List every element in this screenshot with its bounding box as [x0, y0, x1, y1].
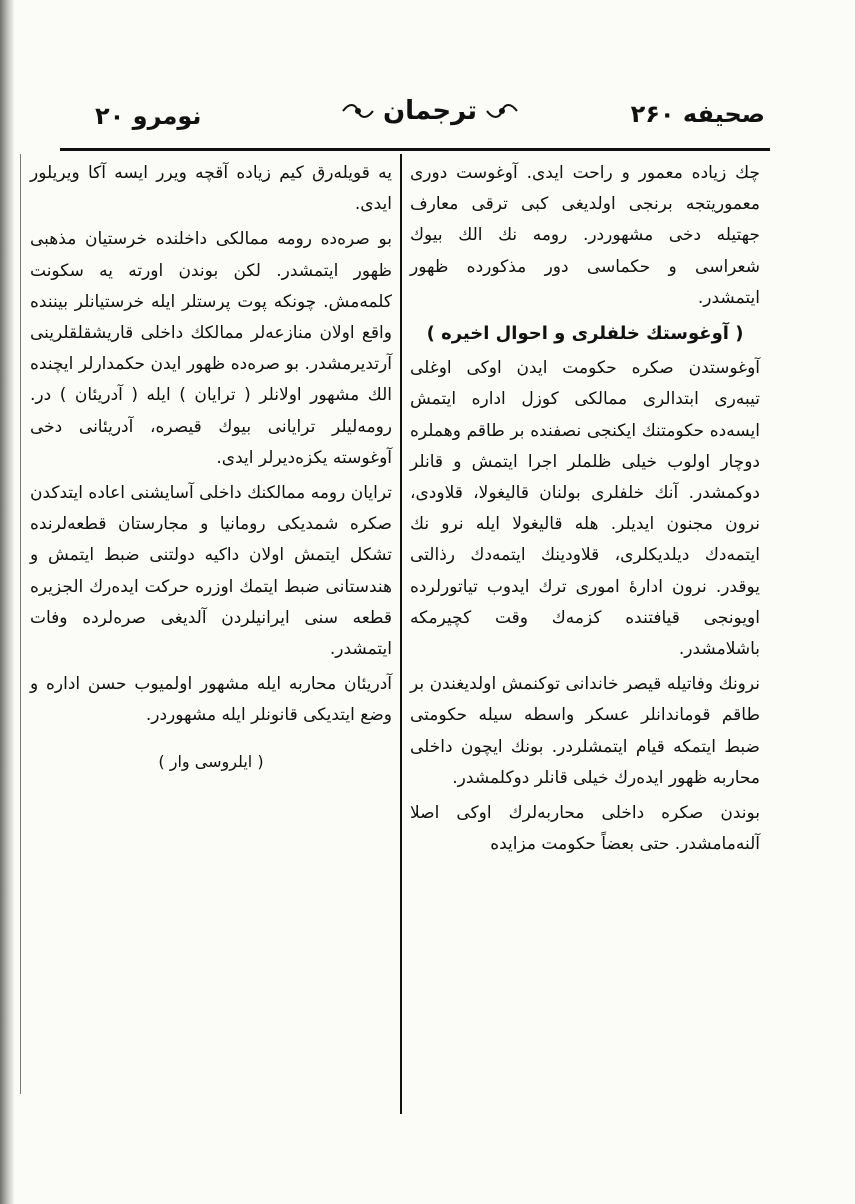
newspaper-title: ترجمان	[382, 96, 478, 126]
margin-rule	[20, 154, 21, 1094]
masthead	[341, 96, 519, 126]
ornament-left-icon	[341, 101, 375, 121]
ornament-right-icon	[485, 101, 519, 121]
page-number-label: صحیفه ۲۶۰	[630, 100, 765, 128]
left-column	[30, 158, 392, 777]
right-intro-text: چك زیاده معمور و راحت ایدی. آوغوست دوری معموریتجه برنجی اولدیغی کبی ترقی معارف جهتیله دخی مشهوردر. رومه نك الك بیوك شعراسی و حکماسی دور مذکورده ظهور ایتمشدر.	[410, 163, 760, 308]
continued-note: ( ایلروسی وار )	[158, 751, 264, 771]
left-paragraph-2: ترایان رومه ممالکنك داخلی آسایشنی اعاده ایتدکدن صکره شمدیکی رومانیا و مجارستان قطعه‌لرنده تشکل ایتمش اولان داکیه دولتنی ضبط ایتمش و هندستانی ضبط ایتمك اوزره حرکت ایده‌رك الجزیره قطعه سنی ایرانیلردن آلدیغی صره‌لرده وفات ایتمشدر.	[30, 483, 392, 660]
right-column	[410, 158, 760, 864]
left-paragraph-3: آدریئان محاربه ایله مشهور اولمیوب حسن اداره و وضع ایتدیکی قانونلر ایله مشهوردر.	[30, 674, 392, 726]
right-paragraph-2: نرونك وفاتیله قیصر خاندانی توکنمش اولدیغندن بر طاقم قوماندانلر عسکر واسطه سیله حکومتی ضبط ایتمکه قیام ایتمشلردر. بونك ایچون داخلی محاربه ظهور ایده‌رك خیلی قانلر دوکلمشدر.	[410, 674, 760, 788]
issue-number-label: نومرو ۲۰	[95, 102, 202, 130]
right-paragraph-1: آوغوستدن صکره حکومت ایدن اوکی اوغلی تیبه‌ری ابتدالری ممالکی کوزل اداره ایتمش ایسه‌ده حکومتنك ایکنجی نصفنده بر طاقم وهملره دوچار اولوب خیلی ظلملر اجرا ایتمش و قانلر دوکمشدر. آنك خلفلری بولنان قالیغولا، قلاودی، نرون مجنون ایدیلر. هله قالیغولا ایله نرو نك ایتمه‌دك دیلدیکلری، قلاودینك ایتمه‌دك رذالتی یوقدر. نرون اداره‌ٔ اموری ترك ایدوب تیاتورلرده اویونجی قیافتنده کزمه‌ك وقت کچیرمکه باشلامشدر.	[410, 358, 760, 660]
left-paragraph-1: بو صره‌ده رومه ممالکی داخلنده خرستیان مذهبی ظهور ایتمشدر. لکن بوندن اورته یه سکونت کلمه‌مش. چونکه پوت پرستلر ایله خرستیانلر بیننده واقع اولان منازعه‌لر ممالکك داخلی قاریشقلقلرینی آرتدیرمشدر. بو صره‌ده ظهور ایدن حکمدارلر ایچنده الك مشهور اولانلر ( ترایان ) ایله ( آدریئان ) در. رومه‌لیلر ترایانی بیوك قیصره، آدریئانی دخی آوغوسته یکزه‌دیرلر ایدی.	[30, 229, 392, 468]
section-heading: ( آوغوستك خلفلری و احوال اخیره )	[426, 323, 744, 345]
column-divider	[400, 154, 402, 1114]
header-rule	[60, 148, 770, 151]
right-paragraph-3: بوندن صکره داخلی محاربه‌لرك اوکی اصلا آلنه‌مامشدر. حتی بعضاً حکومت مزایده	[410, 803, 760, 855]
page-header	[95, 96, 765, 140]
book-spine-shadow	[0, 0, 14, 1204]
left-intro-text: یه قویله‌رق کیم زیاده آقچه ویرر ایسه آکا ویریلور ایدی.	[30, 163, 392, 215]
